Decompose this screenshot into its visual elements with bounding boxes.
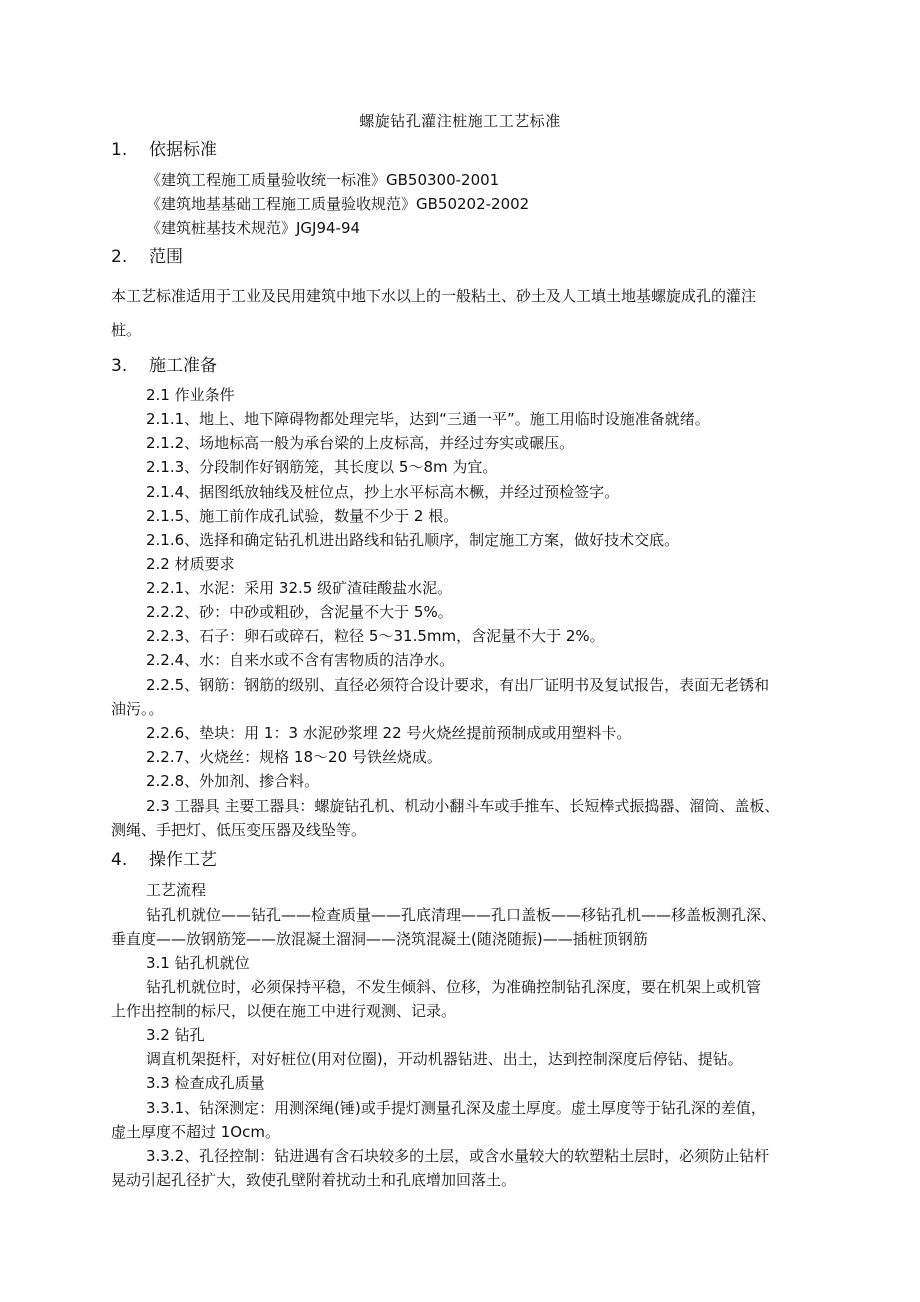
subsection-heading: 3.1 钻孔机就位 (146, 954, 250, 972)
paragraph-line: 上作出控制的标尺，以便在施工中进行观测、记录。 (111, 1002, 457, 1020)
paragraph-line: 2.2.7、火烧丝：规格 18～20 号铁丝烧成。 (146, 748, 442, 766)
paragraph-line: 2.1.6、选择和确定钻孔机进出路线和钻孔顺序，制定施工方案，做好技术交底。 (146, 531, 680, 549)
paragraph-line: 2.2.8、外加剂、掺合料。 (146, 772, 320, 790)
paragraph-line: 2.2.6、垫块：用 1：3 水泥砂浆埋 22 号火烧丝提前预制成或用塑料卡。 (146, 724, 632, 742)
standard-item: 《建筑桩基技术规范》JGJ94-94 (146, 219, 361, 237)
standard-item: 《建筑工程施工质量验收统一标准》GB50300-2001 (146, 171, 500, 189)
paragraph-line: 2.2.3、石子：卵石或碎石，粒径 5～31.5mm，含泥量不大于 2%。 (146, 627, 605, 645)
paragraph-line: 垂直度——放钢筋笼——放混凝土溜洞——浇筑混凝土(随浇随振)——插桩顶钢筋 (111, 930, 648, 948)
paragraph-line: 2.2.2、砂：中砂或粗砂，含泥量不大于 5%。 (146, 603, 453, 621)
subsection-heading: 2.1 作业条件 (146, 386, 235, 404)
section-4-heading (111, 850, 217, 870)
paragraph-line: 2.2.5、钢筋：钢筋的级别、直径必须符合设计要求，有出厂证明书及复试报告，表面无老锈和 (146, 676, 770, 694)
section-title: 依据标准 (149, 140, 217, 160)
section-1-heading (111, 140, 217, 160)
section-3-heading (111, 356, 217, 376)
paragraph-line: 2.2.4、水：自来水或不含有害物质的洁净水。 (146, 651, 455, 669)
paragraph-line: 钻孔机就位时，必须保持平稳，不发生倾斜、位移，为准确控制钻孔深度，要在机架上或机管 (146, 978, 762, 996)
document-title: 螺旋钻孔灌注桩施工工艺标准 (359, 112, 561, 130)
section-number: 3. (111, 356, 128, 376)
paragraph-line: 2.1.5、施工前作成孔试验，数量不少于 2 根。 (146, 507, 459, 525)
section-title: 范围 (149, 247, 183, 267)
paragraph-line: 2.3 工器具 主要工器具：螺旋钻孔机、机动小翻斗车或手推车、长短棒式振捣器、溜筒、盖板、 (146, 797, 780, 815)
subsection-heading: 3.2 钻孔 (146, 1026, 205, 1044)
paragraph-line: 钻孔机就位——钻孔——检查质量——孔底清理——孔口盖板——移钻孔机——移盖板测孔深、 (146, 906, 777, 924)
paragraph-line: 2.2.1、水泥：采用 32.5 级矿渣硅酸盐水泥。 (146, 579, 453, 597)
paragraph-line: 晃动引起孔径扩大，致使孔壁附着扰动土和孔底增加回落土。 (111, 1171, 517, 1189)
section-title: 操作工艺 (149, 850, 217, 870)
subsection-heading: 2.2 材质要求 (146, 555, 235, 573)
section-number: 4. (111, 850, 128, 870)
paragraph-line: 测绳、手把灯、低压变压器及线坠等。 (111, 821, 367, 839)
paragraph-line: 调直机架挺杆，对好桩位(用对位圈)，开动机器钻进、出土，达到控制深度后停钻、提钻。 (146, 1050, 743, 1068)
paragraph-line: 油污。。 (111, 700, 164, 718)
standard-item: 《建筑地基基础工程施工质量验收规范》GB50202-2002 (146, 195, 530, 213)
paragraph-line: 3.3.1、钻深测定：用测深绳(锤)或手提灯测量孔深及虚土厚度。虚土厚度等于钻孔深的差值， (146, 1099, 766, 1117)
section-title: 施工准备 (149, 356, 217, 376)
section-number: 1. (111, 140, 128, 160)
paragraph-line: 3.3.2、孔径控制：钻进遇有含石块较多的土层，或含水量较大的软塑粘土层时，必须防止钻杆 (146, 1147, 770, 1165)
scope-paragraph-line: 桩。 (111, 321, 142, 339)
subsection-heading: 3.3 检查成孔质量 (146, 1074, 265, 1092)
paragraph-line: 2.1.4、据图纸放轴线及桩位点，抄上水平标高木橛，并经过预检签字。 (146, 483, 620, 501)
paragraph-line: 2.1.3、分段制作好钢筋笼，其长度以 5～8m 为宜。 (146, 458, 498, 476)
subsection-heading: 工艺流程 (146, 881, 207, 899)
paragraph-line: 2.1.1、地上、地下障碍物都处理完毕，达到“三通一平”。施工用临时设施准备就绪。 (146, 410, 710, 428)
section-number: 2. (111, 247, 128, 267)
paragraph-line: 虚土厚度不超过 1Ocm。 (111, 1123, 280, 1141)
scope-paragraph-line: 本工艺标准适用于工业及民用建筑中地下水以上的一般粘土、砂土及人工填土地基螺旋成孔的灌注 (111, 287, 757, 305)
paragraph-line: 2.1.2、场地标高一般为承台梁的上皮标高，并经过夯实或碾压。 (146, 434, 575, 452)
section-2-heading (111, 247, 183, 267)
